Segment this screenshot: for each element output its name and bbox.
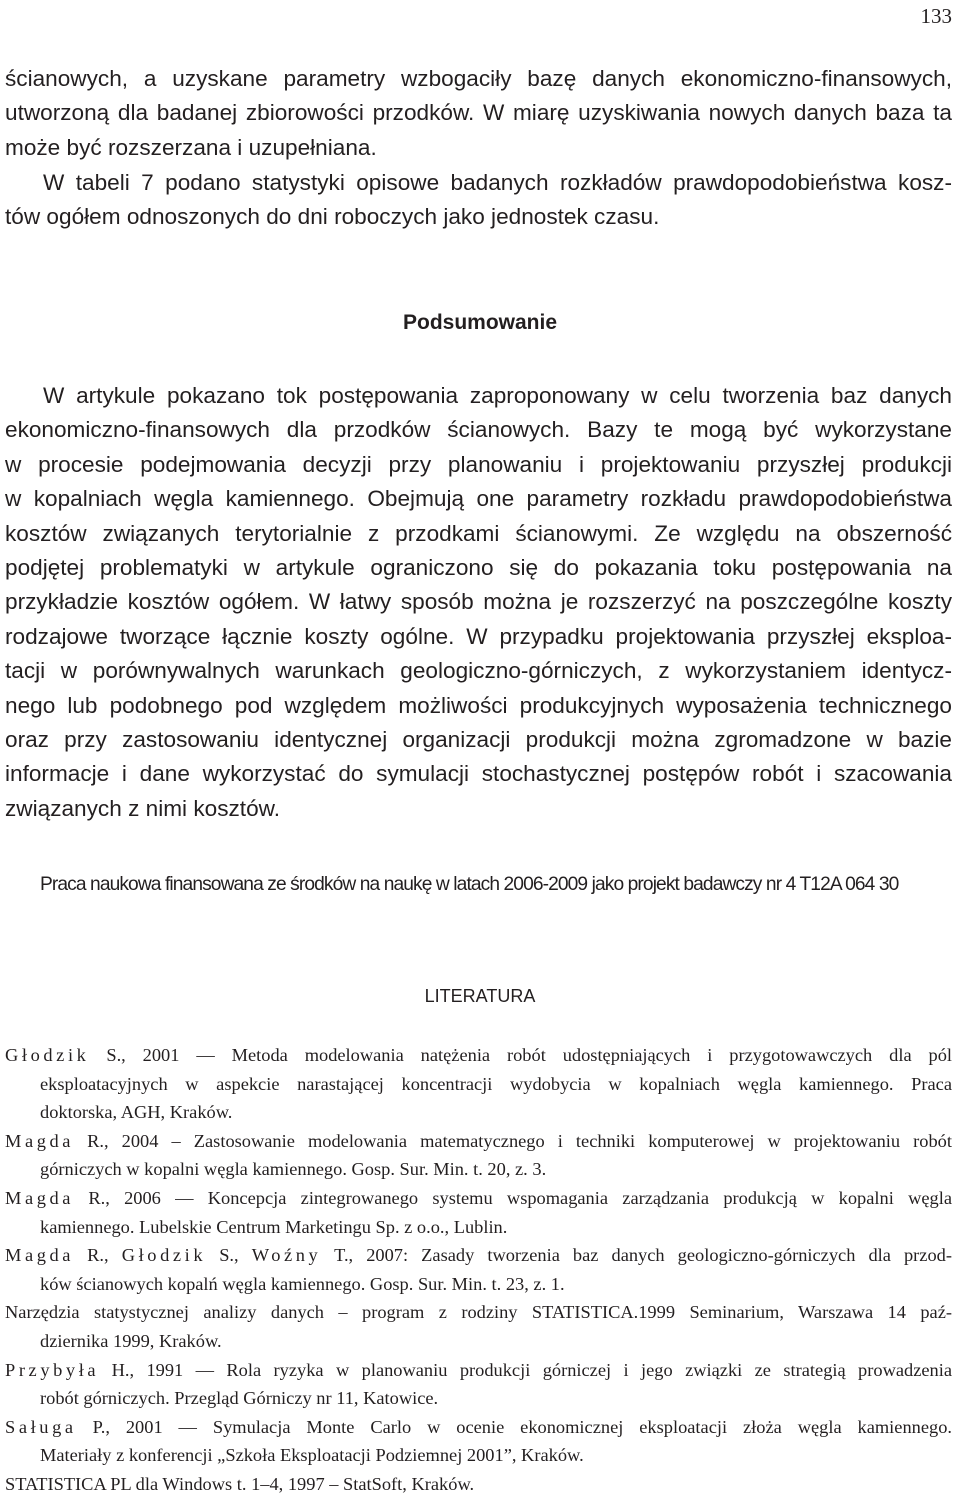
table-note-line: W tabeli 7 podano statystyki opisowe badanych rozkładów prawdopodobieństwa kosz- [43,170,952,195]
page-number: 133 [920,4,952,28]
reference-line: Saługa P., 2001 — Symulacja Monte Carlo w ocenie ekonomicznej eksploatacji złoża węgla kamiennego. [5,1416,952,1437]
summary-line: W artykule pokazano tok postępowania zaproponowany w celu tworzenia baz danych [43,383,952,408]
reference-line: Magda R., Głodzik S., Woźny T., 2007: Zasady tworzenia baz danych geologiczno-górniczych dla przod- [5,1245,952,1266]
reference-line: Przybyła H., 1991 — Rola ryzyka w planowaniu produkcji górniczej i jego związki ze strategią prowadzenia [5,1359,952,1380]
summary-line: podjętej problematyki w artykule ograniczono się do pokazania toku postępowania na [5,554,952,580]
reference-line: kamiennego. Lubelskie Centrum Marketingu Sp. z o.o., Lublin. [40,1216,508,1237]
table-note-line: tów ogółem odnoszonych do dni roboczych jako jednostek czasu. [5,204,660,230]
reference-author: Głodzik [121,1245,207,1266]
reference-line: eksploatacyjnych w aspekcie narastającej koncentracji wydobycia w kopalniach węgla kamiennego. Praca [40,1073,952,1094]
intro-line: może być rozszerzana i uzupełniana. [5,134,377,160]
reference-line: ków ścianowych kopalń węgla kamiennego. Gosp. Sur. Min. t. 23, z. 1. [40,1273,565,1294]
reference-line: STATISTICA PL dla Windows t. 1–4, 1997 – StatSoft, Kraków. [5,1473,475,1494]
reference-item [5,1184,952,1241]
summary-line: kosztów związanych terytorialnie z przodkami ścianowymi. Ze względu na obszerność [5,520,952,546]
intro-paragraph [5,62,952,165]
reference-line: Materiały z konferencji „Szkoła Eksploatacji Podziemnej 2001”, Kraków. [40,1445,584,1466]
summary-line: informacje i dane wykorzystać do symulacji stochastycznej postępów robót i szacowania [5,761,952,787]
reference-item [5,1413,952,1470]
reference-line: robót górniczych. Przegląd Górniczy nr 11, Katowice. [40,1388,439,1409]
summary-line: ekonomiczno-finansowych dla przodków ścianowych. Bazy te mogą być wykorzystane [5,417,952,443]
reference-list [5,1041,952,1499]
summary-line: oraz przy zastosowaniu identycznej organizacji produkcji można zgromadzone w bazie [5,726,952,752]
summary-line: w kopalniach węgla kamiennego. Obejmują one parametry rozkładu prawdopodobieństwa [5,486,952,512]
reference-author: Przybyła [5,1359,100,1380]
reference-author: Woźny [251,1245,322,1266]
funding-note: Praca naukowa finansowana ze środków na naukę w latach 2006-2009 jako projekt badawczy nr 4 T12A 064 30 [40,874,899,895]
intro-line: utworzoną dla badanej zbiorowości przodków. W miarę uzyskiwania nowych danych baza ta [5,100,952,126]
reference-item [5,1356,952,1413]
reference-item [5,1298,952,1355]
literature-heading: LITERATURA [424,986,536,1006]
reference-author: Magda [5,1245,75,1266]
reference-line: Magda R., 2004 – Zastosowanie modelowania matematycznego i techniki komputerowej w projektowaniu robót [5,1130,952,1151]
table-note-paragraph [5,166,952,235]
reference-line: doktorska, AGH, Kraków. [40,1102,233,1123]
reference-author: Saługa [5,1416,77,1437]
reference-line: górniczych w kopalni węgla kamiennego. Gosp. Sur. Min. t. 20, z. 3. [40,1159,547,1180]
reference-line: Głodzik S., 2001 — Metoda modelowania natężenia robót udostępniających i przygotowawczych dla pól [5,1045,952,1065]
intro-line: ścianowych, a uzyskane parametry wzbogaciły bazę danych ekonomiczno-finansowych, [5,66,952,91]
reference-line: Magda R., 2006 — Koncepcja zintegrowanego systemu wspomagania zarządzania produkcją w kopalni węgla [5,1187,952,1208]
summary-line: przykładzie kosztów ogółem. W łatwy sposób można je rozszerzyć na poszczególne koszty [5,589,952,615]
summary-line: tacji w porównywalnych warunkach geologiczno-górniczych, z wykorzystaniem identycz- [5,658,952,684]
reference-author: Magda [5,1187,75,1208]
reference-author: Magda [5,1130,75,1151]
reference-line: Narzędzia statystycznej analizy danych – program z rodziny STATISTICA.1999 Seminarium, Warszawa 14 paź- [5,1302,952,1323]
reference-item [5,1127,952,1184]
summary-line: związanych z nimi kosztów. [5,795,280,821]
summary-paragraph [5,379,952,826]
reference-author: Głodzik [5,1045,90,1065]
summary-line: w procesie podejmowania decyzji przy planowaniu i projektowaniu przyszłej produkcji [5,451,952,477]
summary-line: nego lub podobnego pod względem możliwości produkcyjnych wyposażenia technicznego [5,692,952,718]
reference-line: dziernika 1999, Kraków. [40,1330,222,1351]
section-heading: Podsumowanie [402,311,558,334]
reference-item [5,1041,952,1127]
reference-item [5,1241,952,1298]
reference-item [5,1470,952,1499]
summary-line: rodzajowe tworzące łącznie koszty ogólne. W przypadku projektowania przyszłej eksploa- [5,623,952,649]
